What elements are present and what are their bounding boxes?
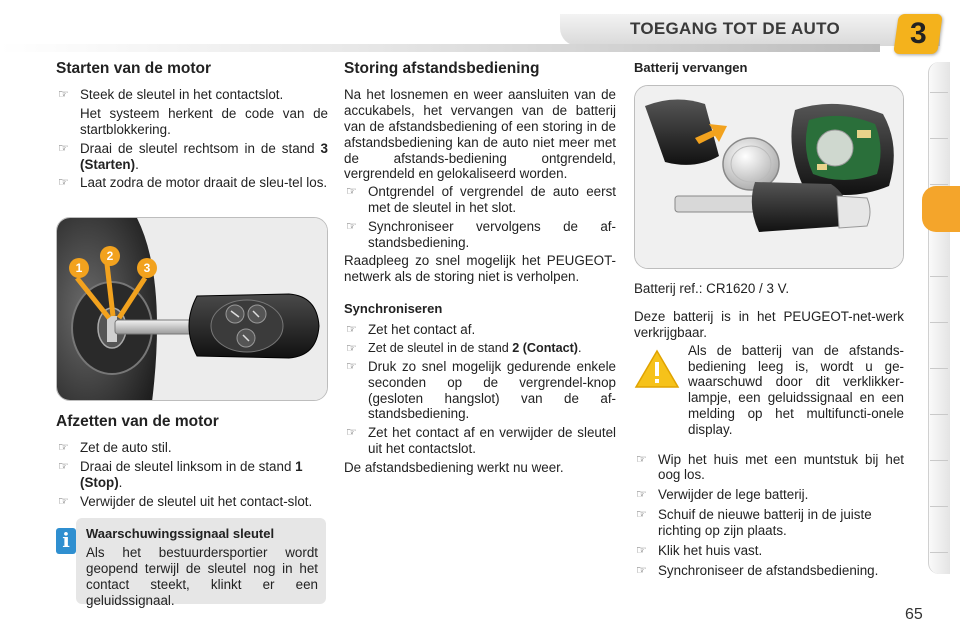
- page-number: 65: [905, 606, 923, 623]
- start-step-1: ☞ Steek de sleutel in het contactslot.: [58, 87, 284, 103]
- tab-divider: [930, 276, 948, 277]
- info-icon: i: [56, 528, 76, 554]
- battery-step: ☞ Wip het huis met een muntstuk bij het oog los.: [636, 451, 904, 483]
- chapter-number: 3: [909, 17, 927, 51]
- position-label-1: 1: [69, 258, 89, 278]
- start-step-1-note: Het systeem herkent de code van de startblokkering.: [80, 106, 328, 137]
- hand-pointer-icon: ☞: [346, 359, 357, 374]
- hand-pointer-icon: ☞: [58, 440, 69, 455]
- hand-pointer-icon: ☞: [58, 140, 69, 155]
- remote-section-title: Storing afstandsbediening: [344, 60, 540, 77]
- tab-divider: [930, 138, 948, 139]
- hand-pointer-icon: ☞: [346, 218, 357, 233]
- tab-divider: [930, 552, 948, 553]
- battery-step: ☞ Klik het huis vast.: [636, 542, 763, 558]
- hand-pointer-icon: ☞: [636, 451, 647, 466]
- hand-pointer-icon: ☞: [346, 184, 357, 199]
- tab-divider: [930, 506, 948, 507]
- key-warning-info-box: [76, 518, 326, 608]
- info-box-text: Als het bestuurdersportier wordt geopend terwijl de sleutel nog in het contact steekt, klinkt er een geluidssignaal.: [86, 545, 318, 608]
- hand-pointer-icon: ☞: [58, 87, 69, 102]
- battery-replacement-figure: [634, 85, 904, 269]
- hand-pointer-icon: ☞: [636, 542, 647, 557]
- middle-column: [344, 60, 616, 478]
- tab-divider: [930, 368, 948, 369]
- remote-outro: Raadpleeg zo snel mogelijk het PEUGEOT-netwerk als de storing niet is verholpen.: [344, 253, 616, 285]
- remote-intro: Na het losnemen en weer aansluiten van de accukabels, het vervangen van de batterij van de afstandsbediening of een storing in de afstandsbediening kan de auto niet meer met de afstands-bediening ontgrendeld, vergrendeld en gelokaliseerd worden.: [344, 87, 616, 182]
- header-stripe: [0, 44, 880, 52]
- start-step-3: ☞ Laat zodra de motor draait de sleu-tel los.: [58, 175, 328, 191]
- hand-pointer-icon: ☞: [346, 341, 357, 356]
- sync-step-4: ☞ Zet het contact af en verwijder de sleutel uit het contactslot.: [346, 425, 616, 457]
- ignition-key-figure: [56, 217, 328, 401]
- hand-pointer-icon: ☞: [58, 459, 69, 474]
- battery-steps: [634, 452, 904, 579]
- battery-warning-block: [634, 343, 904, 438]
- sync-section-title: Synchroniseren: [344, 301, 443, 317]
- sync-outro: De afstandsbediening werkt nu weer.: [344, 459, 564, 475]
- sync-step-2: ☞ Zet de sleutel in de stand 2 (Contact).: [346, 341, 582, 356]
- left-column: [56, 60, 328, 513]
- position-label-3: 3: [137, 258, 157, 278]
- battery-warning-text: Als de batterij van de afstands-bediening leeg is, wordt u ge-waarschuwd door dit verklikker-lampje, een geluidssignaal en een melding op het multifuncti-onele display.: [688, 342, 904, 437]
- hand-pointer-icon: ☞: [58, 175, 69, 190]
- start-step-2: ☞ Draai de sleutel rechtsom in de stand 3 (Starten).: [58, 140, 328, 172]
- chapter-number-badge: [893, 14, 943, 54]
- tab-divider: [930, 184, 948, 185]
- tab-divider: [930, 322, 948, 323]
- position-label-2: 2: [100, 246, 120, 266]
- start-section-title: Starten van de motor: [56, 60, 212, 77]
- stop-step-2: ☞ Draai de sleutel linksom in de stand 1 (Stop).: [58, 459, 303, 491]
- tab-divider: [930, 460, 948, 461]
- battery-reference: Batterij ref.: CR1620 / 3 V.: [634, 281, 790, 297]
- stop-step-1: ☞ Zet de auto stil.: [58, 440, 172, 456]
- battery-availability: Deze batterij is in het PEUGEOT-net-werk verkrijgbaar.: [634, 309, 904, 340]
- hand-pointer-icon: ☞: [636, 487, 647, 502]
- stop-section-title: Afzetten van de motor: [56, 413, 219, 431]
- info-box-title: Waarschuwingssignaal sleutel: [86, 526, 275, 541]
- hand-pointer-icon: ☞: [346, 425, 357, 440]
- tab-divider: [930, 414, 948, 415]
- stop-step-3: ☞ Verwijder de sleutel uit het contact-slot.: [58, 493, 313, 509]
- battery-step: ☞ Verwijder de lege batterij.: [636, 487, 809, 503]
- sync-step-3: ☞ Druk zo snel mogelijk gedurende enkele seconden op de vergrendel-knop (gesloten hangslot) van de af-standsbediening.: [346, 359, 616, 422]
- chapter-title: TOEGANG TOT DE AUTO: [630, 19, 841, 38]
- remote-step-1: ☞ Ontgrendel of vergrendel de auto eerst met de sleutel in het slot.: [346, 184, 616, 215]
- sync-step-1: ☞ Zet het contact af.: [346, 322, 476, 338]
- battery-section-title: Batterij vervangen: [634, 60, 748, 75]
- remote-step-2: ☞ Synchroniseer vervolgens de af-standsbediening.: [346, 218, 616, 250]
- hand-pointer-icon: ☞: [346, 322, 357, 337]
- hand-pointer-icon: ☞: [58, 493, 69, 508]
- battery-step: ☞ Synchroniseer de afstandsbediening.: [636, 562, 879, 578]
- chapter-tab-active[interactable]: [922, 186, 960, 232]
- battery-step: ☞ Schuif de nieuwe batterij in de juiste richting op zijn plaats.: [636, 507, 872, 538]
- hand-pointer-icon: ☞: [636, 562, 647, 577]
- ignition-illustration: [57, 218, 328, 401]
- battery-illustration: [635, 86, 904, 269]
- hand-pointer-icon: ☞: [636, 507, 647, 522]
- warning-triangle-icon: [634, 349, 680, 389]
- right-column: [634, 60, 904, 581]
- tab-divider: [930, 92, 948, 93]
